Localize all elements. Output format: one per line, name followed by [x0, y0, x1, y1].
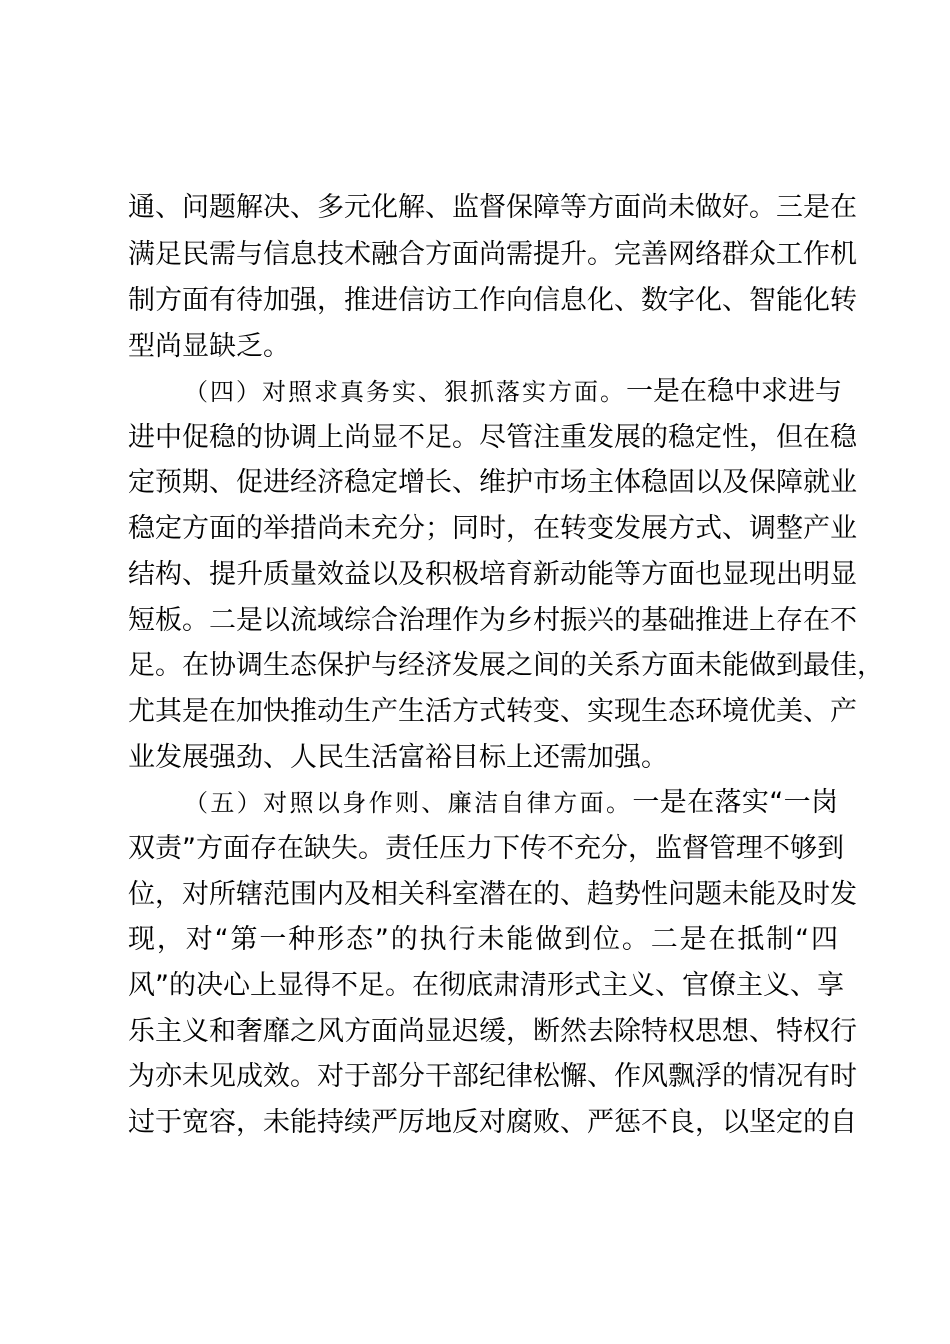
text-line: 定预期、促进经济稳定增长、维护市场主体稳固以及保障就业 — [128, 467, 857, 498]
text-line: 为亦未见成效。对于部分干部纪律松懈、作风飘浮的情况有时 — [128, 1061, 857, 1092]
text-line: 过于宽容，未能持续严厉地反对腐败、严惩不良，以坚定的自 — [128, 1107, 857, 1138]
text-line: 满足民需与信息技术融合方面尚需提升。完善网络群众工作机 — [128, 239, 857, 270]
paragraph-5-first-line — [128, 781, 838, 825]
paragraph-5-heading: （五）对照以身作则、廉洁自律方面。 — [184, 789, 633, 817]
text-line: 现，对“第一种形态”的执行未能做到位。二是在抵制“四 — [128, 924, 838, 955]
paragraph-5-lead-text: 一是在落实“一岗 — [632, 787, 838, 818]
text-line: 乐主义和奢靡之风方面尚显迟缓，断然去除特权思想、特权行 — [128, 1016, 857, 1047]
text-line: 型尚显缺乏。 — [128, 331, 290, 362]
paragraph-4-heading: （四）对照求真务实、狠抓落实方面。 — [184, 378, 626, 406]
text-line: 通、问题解决、多元化解、监督保障等方面尚未做好。三是在 — [128, 192, 857, 223]
text-line: 位，对所辖范围内及相关科室潜在的、趋势性问题未能及时发 — [128, 879, 857, 910]
text-line: 进中促稳的协调上尚显不足。尽管注重发展的稳定性，但在稳 — [128, 422, 857, 453]
text-line: 短板。二是以流域综合治理作为乡村振兴的基础推进上存在不 — [128, 605, 857, 636]
text-line: 业发展强劲、人民生活富裕目标上还需加强。 — [128, 742, 668, 773]
text-line: 结构、提升质量效益以及积极培育新动能等方面也显现出明显 — [128, 559, 857, 590]
text-line: 双责”方面存在缺失。责任压力下传不充分，监督管理不够到 — [128, 833, 844, 864]
text-line: 制方面有待加强，推进信访工作向信息化、数字化、智能化转 — [128, 285, 857, 316]
paragraph-4-first-line — [128, 370, 842, 414]
paragraph-4-lead-text: 一是在稳中求进与 — [626, 376, 842, 407]
text-line: 稳定方面的举措尚未充分；同时，在转变发展方式、调整产业 — [128, 513, 857, 544]
text-line: 尤其是在加快推动生产生活方式转变、实现生态环境优美、产 — [128, 696, 857, 727]
text-line: 风”的决心上显得不足。在彻底肃清形式主义、官僚主义、享 — [128, 970, 844, 1001]
text-line: 足。在协调生态保护与经济发展之间的关系方面未能做到最佳， — [128, 650, 884, 681]
